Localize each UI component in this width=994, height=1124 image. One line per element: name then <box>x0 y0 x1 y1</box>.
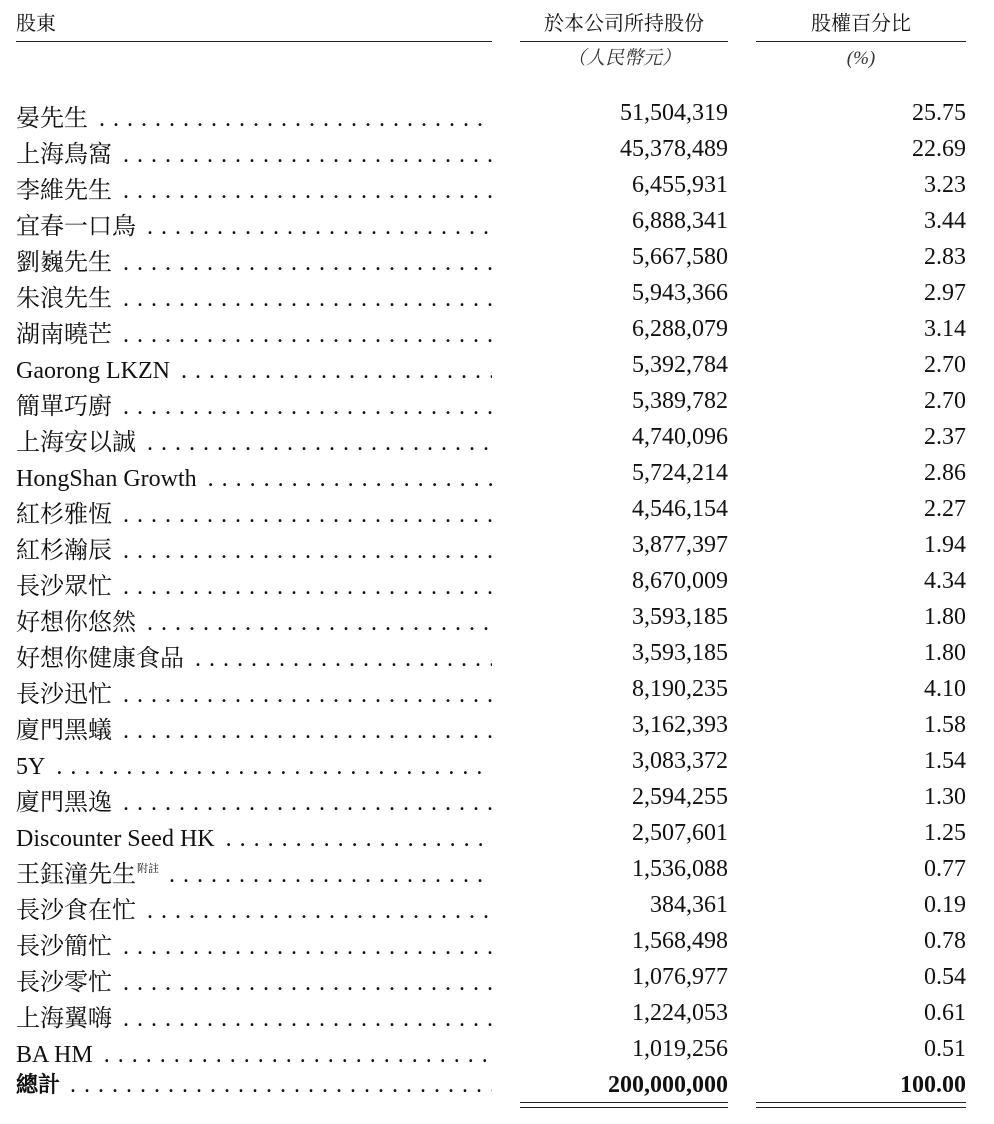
table-row <box>0 671 994 707</box>
total-row <box>0 1067 994 1103</box>
shares-held-cell: 5,667,580 <box>632 244 728 270</box>
table-row <box>0 455 994 491</box>
shareholder-name <box>16 250 116 276</box>
percentage-cell: 2.83 <box>924 244 966 270</box>
table-row <box>0 779 994 815</box>
shareholder-name-text: 湖南曉芒 <box>16 322 112 348</box>
shares-held-cell: 4,546,154 <box>632 496 728 522</box>
percentage-cell: 2.27 <box>924 496 966 522</box>
percentage-cell: 3.14 <box>924 316 966 342</box>
shares-held-cell: 384,361 <box>650 892 728 918</box>
shareholder-name-text: 5Y <box>16 754 46 780</box>
shareholder-name-text: 長沙零忙 <box>16 970 112 996</box>
shares-held-cell: 51,504,319 <box>620 100 728 126</box>
shareholder-name <box>16 178 116 204</box>
shareholder-name <box>16 898 140 924</box>
shareholder-name-text: 紅杉雅恆 <box>16 502 112 528</box>
shareholder-name-text: 長沙簡忙 <box>16 934 112 960</box>
header-rule-percentage <box>756 41 966 42</box>
table-row <box>0 851 994 887</box>
table-row <box>0 707 994 743</box>
percentage-cell: 2.97 <box>924 280 966 306</box>
shareholder-name <box>16 286 116 312</box>
shareholder-name <box>16 430 140 456</box>
shareholder-name-text: 好想你悠然 <box>16 610 136 636</box>
table-row <box>0 239 994 275</box>
header-rule-shares <box>520 41 728 42</box>
shareholder-name <box>16 1006 116 1032</box>
shares-held-cell: 1,076,977 <box>632 964 728 990</box>
total-shares: 200,000,000 <box>608 1072 728 1098</box>
total-double-rule-percentage <box>756 1102 966 1108</box>
shareholder-name-text: HongShan Growth <box>16 466 197 492</box>
shares-held-cell: 5,943,366 <box>632 280 728 306</box>
shareholder-name <box>16 142 116 168</box>
table-row <box>0 527 994 563</box>
shareholder-name-text: 簡單巧廚 <box>16 394 112 420</box>
shareholder-name-text: 長沙迅忙 <box>16 682 112 708</box>
shareholder-name <box>16 502 116 528</box>
shares-held-cell: 6,888,341 <box>632 208 728 234</box>
table-row <box>0 95 994 131</box>
shares-held-cell: 4,740,096 <box>632 424 728 450</box>
percentage-cell: 0.77 <box>924 856 966 882</box>
percentage-cell: 2.70 <box>924 352 966 378</box>
shareholder-name-text: 晏先生 <box>16 106 88 132</box>
footnote-marker: 附註 <box>137 863 159 875</box>
table-row <box>0 491 994 527</box>
table-row <box>0 743 994 779</box>
shareholder-name-text: 廈門黑蟻 <box>16 718 112 744</box>
shareholder-name <box>16 214 140 240</box>
table-row <box>0 419 994 455</box>
table-row <box>0 383 994 419</box>
percentage-cell: 4.34 <box>924 568 966 594</box>
shares-held-cell: 3,162,393 <box>632 712 728 738</box>
percentage-cell: 2.37 <box>924 424 966 450</box>
shareholder-name <box>16 970 116 996</box>
total-double-rule-shares <box>520 1102 728 1108</box>
shares-held-cell: 6,288,079 <box>632 316 728 342</box>
shareholder-name-text: 李維先生 <box>16 178 112 204</box>
shareholder-name <box>16 538 116 564</box>
shareholder-name-text: 上海翼嗨 <box>16 1006 112 1032</box>
percentage-cell: 2.86 <box>924 460 966 486</box>
shareholder-name-text: 廈門黑逸 <box>16 790 112 816</box>
percentage-cell: 1.25 <box>924 820 966 846</box>
table-row <box>0 887 994 923</box>
shareholder-name-text: Discounter Seed HK <box>16 826 215 852</box>
percentage-cell: 0.19 <box>924 892 966 918</box>
shares-held-cell: 3,593,185 <box>632 640 728 666</box>
shares-held-cell: 2,507,601 <box>632 820 728 846</box>
shares-held-cell: 5,389,782 <box>632 388 728 414</box>
percentage-cell: 0.54 <box>924 964 966 990</box>
table-row <box>0 203 994 239</box>
shareholder-name <box>16 646 188 672</box>
shareholder-name-text: 總計 <box>16 1073 61 1098</box>
shareholder-name-text: 王鈺潼先生 <box>16 862 136 888</box>
shares-held-cell: 1,568,498 <box>632 928 728 954</box>
shareholder-name-text: BA HM <box>16 1042 93 1068</box>
shareholder-name <box>16 610 140 636</box>
percentage-cell: 25.75 <box>912 100 966 126</box>
header-percentage: 股權百分比 <box>811 11 911 35</box>
table-row <box>0 167 994 203</box>
shareholder-name-text: 長沙眾忙 <box>16 574 112 600</box>
shareholder-name-text: 宜春一口鳥 <box>16 214 136 240</box>
shares-held-cell: 8,190,235 <box>632 676 728 702</box>
table-row <box>0 959 994 995</box>
shares-held-cell: 5,724,214 <box>632 460 728 486</box>
table-body <box>0 95 994 1103</box>
total-percentage: 100.00 <box>900 1072 966 1098</box>
percentage-cell: 2.70 <box>924 388 966 414</box>
shareholder-name-text: Gaorong LKZN <box>16 358 170 384</box>
shareholder-name <box>16 574 116 600</box>
header-shareholder: 股東 <box>16 11 56 35</box>
shareholder-name <box>16 1042 97 1068</box>
percentage-cell: 1.94 <box>924 532 966 558</box>
percentage-cell: 1.30 <box>924 784 966 810</box>
shareholder-name <box>16 790 116 816</box>
table-row <box>0 815 994 851</box>
table-row <box>0 995 994 1031</box>
percentage-cell: 0.78 <box>924 928 966 954</box>
unit-shares: （人民幣元） <box>566 48 681 69</box>
table-row <box>0 275 994 311</box>
percentage-cell: 3.23 <box>924 172 966 198</box>
total-label <box>16 1073 63 1098</box>
percentage-cell: 1.58 <box>924 712 966 738</box>
percentage-cell: 4.10 <box>924 676 966 702</box>
unit-percentage: (%) <box>846 48 876 69</box>
shareholder-name <box>16 106 92 132</box>
percentage-cell: 1.80 <box>924 640 966 666</box>
percentage-cell: 22.69 <box>912 136 966 162</box>
percentage-cell: 1.54 <box>924 748 966 774</box>
shareholder-name <box>16 394 116 420</box>
shares-held-cell: 1,224,053 <box>632 1000 728 1026</box>
shares-held-cell: 6,455,931 <box>632 172 728 198</box>
shareholder-name-text: 紅杉瀚辰 <box>16 538 112 564</box>
shareholder-name <box>16 322 116 348</box>
shares-held-cell: 2,594,255 <box>632 784 728 810</box>
shareholder-name-text: 朱浪先生 <box>16 286 112 312</box>
shareholder-name-text: 上海鳥窩 <box>16 142 112 168</box>
shares-held-cell: 45,378,489 <box>620 136 728 162</box>
shares-held-cell: 3,593,185 <box>632 604 728 630</box>
percentage-cell: 1.80 <box>924 604 966 630</box>
shareholder-name <box>16 754 49 780</box>
shares-held-cell: 3,083,372 <box>632 748 728 774</box>
shareholder-name-cell <box>16 1067 492 1104</box>
header-shares-held: 於本公司所持股份 <box>544 11 704 35</box>
percentage-cell: 3.44 <box>924 208 966 234</box>
shareholder-name <box>16 466 201 492</box>
table-row <box>0 131 994 167</box>
header-rule-shareholder <box>16 41 492 42</box>
table-row <box>0 599 994 635</box>
percentage-cell: 0.61 <box>924 1000 966 1026</box>
shareholder-name-text: 上海安以誠 <box>16 430 136 456</box>
shareholder-name-text: 好想你健康食品 <box>16 646 184 672</box>
table-row <box>0 923 994 959</box>
table-row <box>0 635 994 671</box>
shares-held-cell: 1,536,088 <box>632 856 728 882</box>
table-row <box>0 1031 994 1067</box>
shareholder-name-text: 劉巍先生 <box>16 250 112 276</box>
shareholder-name <box>16 718 116 744</box>
shareholder-name-text: 長沙食在忙 <box>16 898 136 924</box>
table-row <box>0 563 994 599</box>
shares-held-cell: 3,877,397 <box>632 532 728 558</box>
shares-held-cell: 5,392,784 <box>632 352 728 378</box>
shareholder-name <box>16 826 219 852</box>
shareholder-name <box>16 682 116 708</box>
shares-held-cell: 8,670,009 <box>632 568 728 594</box>
table-row <box>0 311 994 347</box>
shareholder-name <box>16 934 116 960</box>
percentage-cell: 0.51 <box>924 1036 966 1062</box>
shareholder-name <box>16 862 162 888</box>
shares-held-cell: 1,019,256 <box>632 1036 728 1062</box>
shareholder-name <box>16 358 174 384</box>
table-row <box>0 347 994 383</box>
